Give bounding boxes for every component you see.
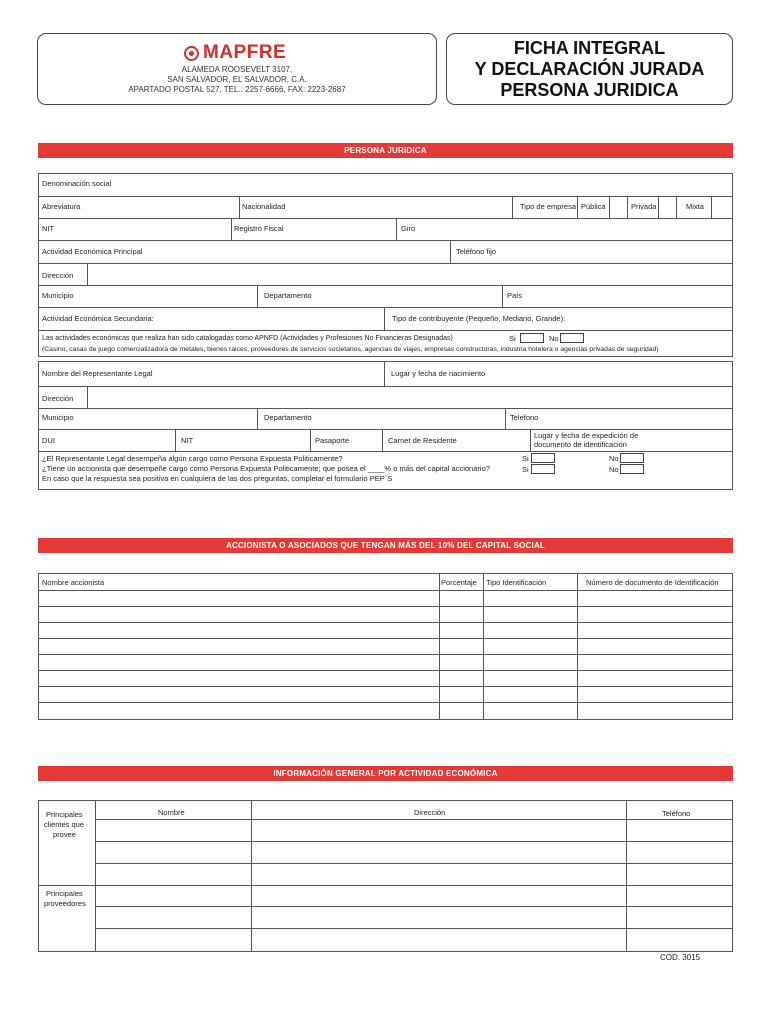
telefono-fijo-label: Teléfono fijo	[456, 247, 497, 256]
clientes-label: clientes que	[44, 820, 85, 829]
table-row[interactable]	[39, 606, 732, 622]
row-rep-legal	[39, 362, 732, 386]
section-bar-persona-juridica: PERSONA JURIDICA	[38, 143, 733, 158]
table-header	[39, 574, 732, 590]
row-municipio-rep	[39, 408, 732, 429]
col-nombre: Nombre	[158, 808, 185, 817]
section-bar-actividad-economica: INFORMACIÓN GENERAL POR ACTIVIDAD ECONÓMICA	[38, 766, 733, 781]
accionistas-table	[38, 573, 733, 720]
pep2-no-label: No	[609, 465, 619, 474]
abreviatura-label: Abreviatura	[42, 202, 81, 211]
clientes-label: Principales	[46, 810, 83, 819]
clientes-label: provee	[53, 830, 76, 839]
actividad-secundaria-label: Actividad Económica Secundaria:	[42, 314, 154, 323]
departamento-label: Departamento	[264, 291, 312, 300]
apnfd-no-label: No	[549, 334, 559, 343]
clientes-proveedores-table	[38, 800, 733, 952]
municipio-rep-label: Municipio	[42, 413, 74, 422]
pep1-no-label: No	[609, 454, 619, 463]
mixta-label: Mixta	[686, 202, 704, 211]
apnfd-no-checkbox[interactable]	[560, 333, 584, 343]
tipo-empresa-label: Tipo de empresa	[520, 202, 577, 211]
proveedores-label: proveedores	[44, 899, 86, 908]
pep2-no-checkbox[interactable]	[620, 464, 644, 474]
table-row[interactable]	[39, 638, 732, 654]
row-pep	[39, 451, 732, 491]
address-line: SAN SALVADOR, EL SALVADOR, C.A.	[167, 75, 307, 84]
row-documentos	[39, 429, 732, 451]
dui-label: DUI	[42, 436, 55, 445]
row-nit	[39, 218, 732, 240]
municipio-label: Municipio	[42, 291, 74, 300]
form-title: Y DECLARACIÓN JURADA	[474, 59, 705, 79]
form-title: FICHA INTEGRAL	[513, 38, 666, 58]
table-row[interactable]	[39, 654, 732, 670]
col-numero-documento: Número de documento de Identificación	[586, 578, 719, 587]
table-row[interactable]	[39, 622, 732, 638]
row-apnfd	[39, 330, 732, 358]
privada-checkbox[interactable]	[676, 197, 677, 218]
row-direccion-rep[interactable]	[39, 386, 732, 408]
mapfre-logo-icon	[184, 46, 199, 61]
table-row[interactable]	[39, 702, 732, 721]
lugar-expedicion-label-2: documento de identificación	[534, 440, 627, 449]
proveedores-label: Principales	[46, 889, 83, 898]
direccion-label: Dirección	[42, 271, 74, 280]
address-line: ALAMEDA ROOSEVELT 3107,	[181, 65, 293, 74]
lugar-fecha-nac-label: Lugar y fecha de nacimiento	[391, 369, 486, 378]
registro-fiscal-label: Registro Fiscal	[234, 224, 284, 233]
pep2-si-checkbox[interactable]	[531, 464, 555, 474]
actividad-principal-label: Actividad Económica Principal	[42, 247, 143, 256]
company-info-grid	[38, 173, 733, 357]
nacionalidad-label: Nacionalidad	[242, 202, 286, 211]
table-row[interactable]	[39, 590, 732, 606]
pep1-si-label: Si	[522, 454, 529, 463]
direccion-rep-label: Dirección	[42, 394, 74, 403]
giro-label: Giro	[401, 224, 416, 233]
table-row[interactable]	[39, 670, 732, 686]
apnfd-examples: (Casino, casas de juego comercializadora de metales, bienes raices, proveedores de servicios societarios, agencias de viajes, empresas constructoras, industria hotelera o agencias privadas de seguridad)	[42, 346, 659, 353]
pep2-si-label: Si	[522, 465, 529, 474]
telefono-rep-label: Telefono	[510, 413, 539, 422]
pais-label: País	[507, 291, 523, 300]
pep-question-2: ¿Tiene un accionista que desempeñe cargo como Persona Expuesta Politicamente; que posea el ____% o más del capital accionario?	[42, 464, 490, 473]
row-municipio	[39, 285, 732, 307]
mixta-checkbox[interactable]	[711, 197, 712, 218]
col-direccion: Dirección	[414, 808, 446, 817]
rep-legal-label: Nombre del Representante Legal	[42, 369, 153, 378]
row-abreviatura	[39, 196, 732, 218]
col-telefono: Teléfono	[662, 809, 691, 818]
privada-label: Privada	[631, 202, 657, 211]
company-header	[37, 33, 437, 105]
departamento-rep-label: Departamento	[264, 413, 312, 422]
table-row[interactable]	[39, 686, 732, 702]
tipo-contribuyente-label: Tipo de contribuyente (Pequeño, Mediano, Grande):	[392, 314, 566, 323]
legal-rep-grid	[38, 361, 733, 490]
row-actividad-principal	[39, 240, 732, 263]
form-code: COD. 3015	[660, 953, 701, 962]
denominacion-label: Denominación social	[42, 179, 112, 188]
col-tipo-identificacion: Tipo Identificación	[486, 578, 547, 587]
col-porcentaje: Porcentaje	[441, 578, 477, 587]
pep-question-1: ¿El Representante Legal desempeña algún cargo como Persona Expuesta Politicamente?	[42, 454, 343, 463]
lugar-expedicion-label: Lugar y fecha de expedición de	[534, 431, 639, 440]
pasaporte-label: Pasaporte	[315, 436, 350, 445]
address-line: APARTADO POSTAL 527, TEL.: 2257-6666, FAX: 2223-2687	[128, 85, 346, 94]
apnfd-question: Las actividades económicas que realiza han sido catalogadas como APNFD (Actividades y Profesiones No Financieras Designadas)	[42, 335, 453, 342]
row-direccion[interactable]	[39, 263, 732, 285]
pep1-no-checkbox[interactable]	[620, 453, 644, 463]
nit-label: NIT	[42, 224, 55, 233]
carnet-residente-label: Carnet de Residente	[388, 436, 457, 445]
apnfd-si-checkbox[interactable]	[520, 333, 544, 343]
col-nombre-accionista: Nombre accionista	[42, 578, 105, 587]
publica-checkbox[interactable]	[627, 197, 628, 218]
pep1-si-checkbox[interactable]	[531, 453, 555, 463]
mapfre-logo	[184, 42, 286, 64]
brand-name: MAPFRE	[203, 42, 287, 63]
row-denominacion[interactable]	[39, 174, 732, 196]
nit-rep-label: NIT	[181, 436, 194, 445]
row-actividad-secundaria	[39, 307, 732, 330]
form-title: PERSONA JURIDICA	[500, 80, 679, 100]
apnfd-si-label: Si	[509, 334, 516, 343]
publica-label: Pública	[581, 202, 606, 211]
section-bar-accionistas: ACCIONISTA O ASOCIADOS QUE TENGAN MÁS DEL 10% DEL CAPITAL SOCIAL	[38, 538, 733, 553]
form-title-box	[446, 33, 733, 105]
pep-instruction: En caso que la respuesta sea positiva en cualquiera de las dos preguntas, completar el formulario PEP´S	[42, 474, 393, 483]
